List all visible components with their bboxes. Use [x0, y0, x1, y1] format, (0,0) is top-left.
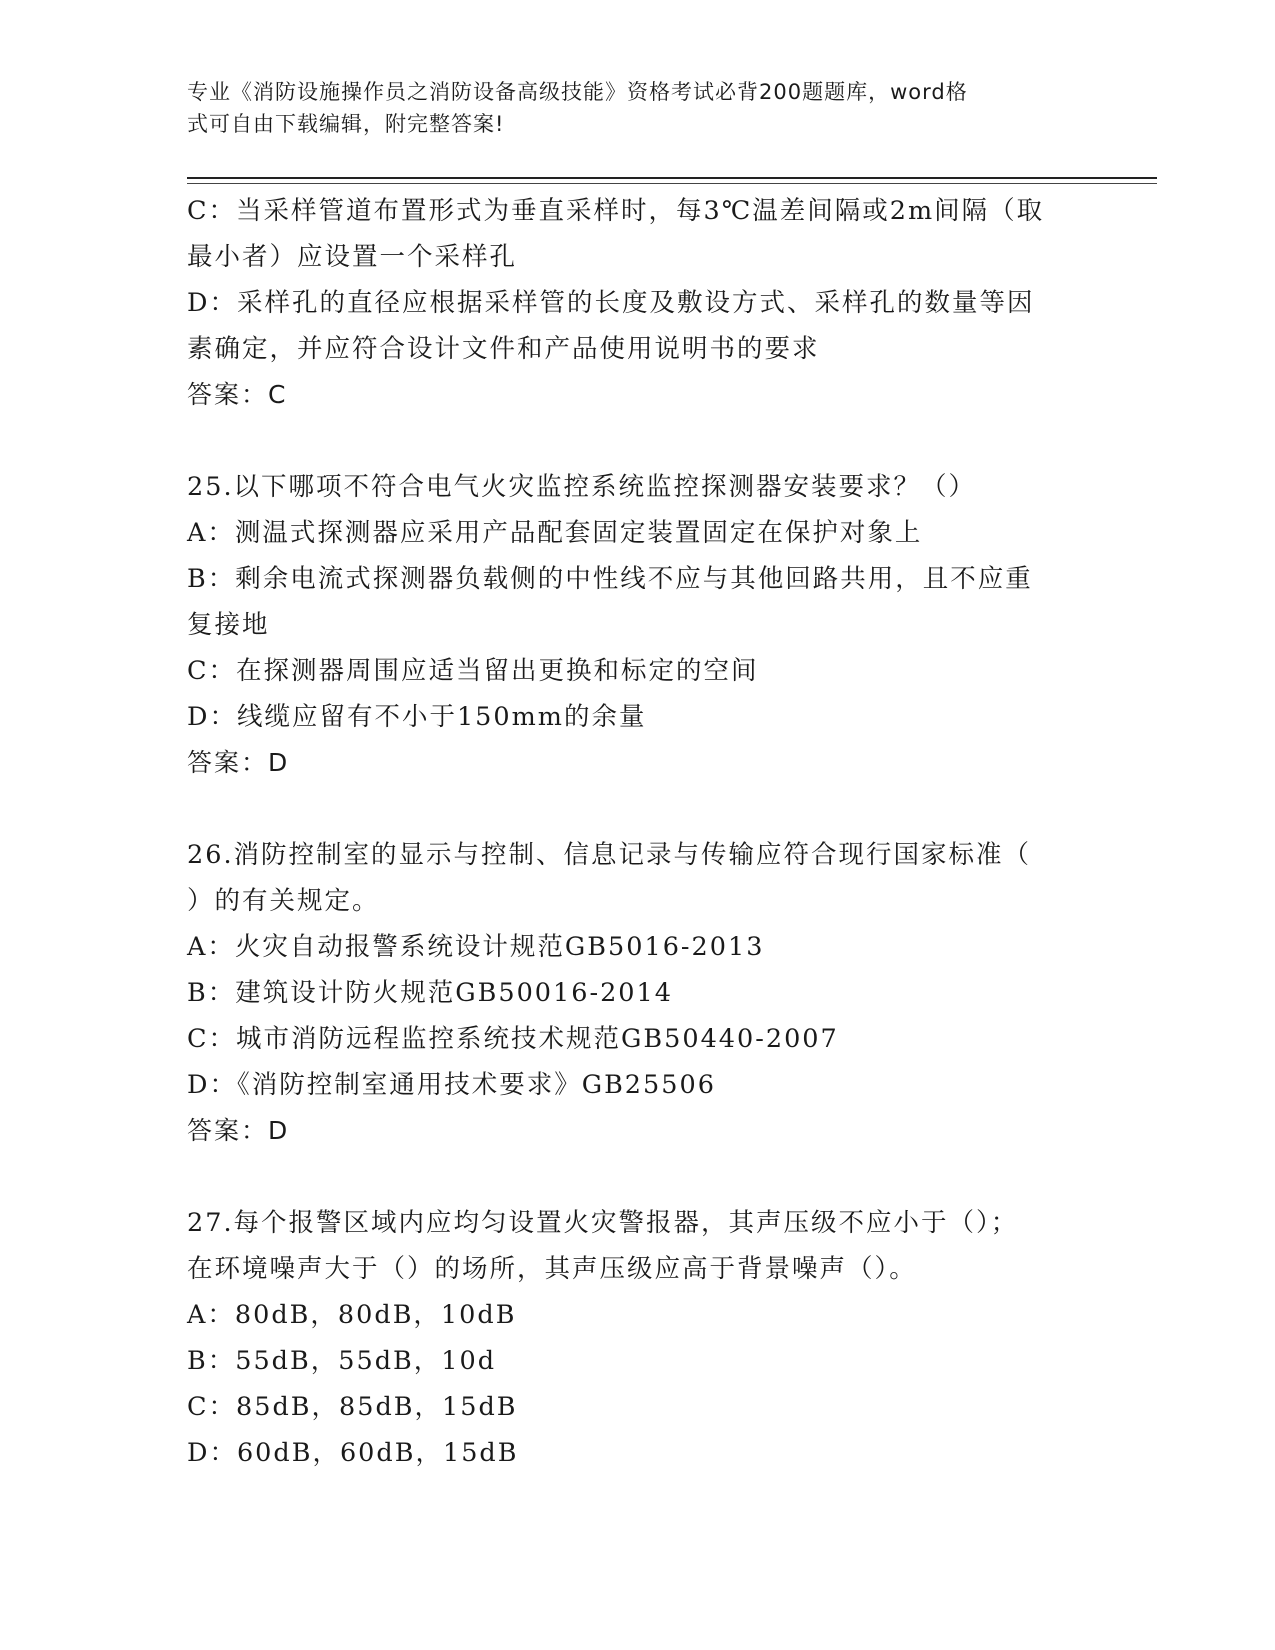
- q25-option-b-line-2: 复接地: [187, 610, 270, 640]
- question-27: [187, 1200, 1087, 1476]
- spacer: [187, 786, 1087, 832]
- q25-option-a: A：测温式探测器应采用产品配套固定装置固定在保护对象上: [187, 518, 923, 548]
- q26-option-b: B：建筑设计防火规范GB50016-2014: [187, 978, 673, 1008]
- question-25: [187, 464, 1087, 786]
- q26-answer: 答案：D: [187, 1116, 290, 1145]
- spacer: [187, 418, 1087, 464]
- q27-question-line-2: 在环境噪声大于（）的场所，其声压级应高于背景噪声（）。: [187, 1254, 917, 1284]
- q25-option-b-line-1: B：剩余电流式探测器负载侧的中性线不应与其他回路共用，且不应重: [187, 564, 1033, 594]
- q27-question-line-1: 27.每个报警区域内应均匀设置火灾警报器，其声压级不应小于（）；: [187, 1208, 1019, 1238]
- q27-option-d: D：60dB，60dB，15dB: [187, 1438, 519, 1468]
- q26-option-a: A：火灾自动报警系统设计规范GB5016-2013: [187, 932, 765, 962]
- header-divider-thin: [187, 183, 1157, 184]
- q25-option-d: D：线缆应留有不小于150mm的余量: [187, 702, 647, 732]
- document-header: [187, 76, 1067, 140]
- header-title-line-1: 专业《消防设施操作员之消防设备高级技能》资格考试必背200题题库，word格: [187, 80, 968, 104]
- q26-question-line-2: ）的有关规定。: [187, 886, 380, 916]
- q24-option-d-line-2: 素确定，并应符合设计文件和产品使用说明书的要求: [187, 334, 820, 364]
- q25-answer: 答案：D: [187, 748, 290, 777]
- q26-option-d: D：《消防控制室通用技术要求》GB25506: [187, 1070, 716, 1100]
- header-divider-thick: [187, 177, 1157, 179]
- q26-question-line-1: 26.消防控制室的显示与控制、信息记录与传输应符合现行国家标准（: [187, 840, 1032, 870]
- document-body: [187, 188, 1087, 1476]
- q26-option-c: C：城市消防远程监控系统技术规范GB50440-2007: [187, 1024, 839, 1054]
- question-26: [187, 832, 1087, 1154]
- q24-answer: 答案：C: [187, 380, 288, 409]
- q24-option-c-line-2: 最小者）应设置一个采样孔: [187, 242, 518, 272]
- spacer: [187, 1154, 1087, 1200]
- q27-option-a: A：80dB，80dB，10dB: [187, 1300, 517, 1330]
- q25-question: 25.以下哪项不符合电气火灾监控系统监控探测器安装要求？（）: [187, 472, 977, 502]
- question-24-tail: [187, 188, 1087, 418]
- q24-option-d-line-1: D：采样孔的直径应根据采样管的长度及敷设方式、采样孔的数量等因: [187, 288, 1035, 318]
- q24-option-c-line-1: C：当采样管道布置形式为垂直采样时，每3℃温差间隔或2m间隔（取: [187, 196, 1045, 226]
- q25-option-c: C：在探测器周围应适当留出更换和标定的空间: [187, 656, 759, 686]
- q27-option-b: B：55dB，55dB，10d: [187, 1346, 497, 1376]
- q27-option-c: C：85dB，85dB，15dB: [187, 1392, 518, 1422]
- header-title-line-2: 式可自由下载编辑，附完整答案!: [187, 112, 505, 136]
